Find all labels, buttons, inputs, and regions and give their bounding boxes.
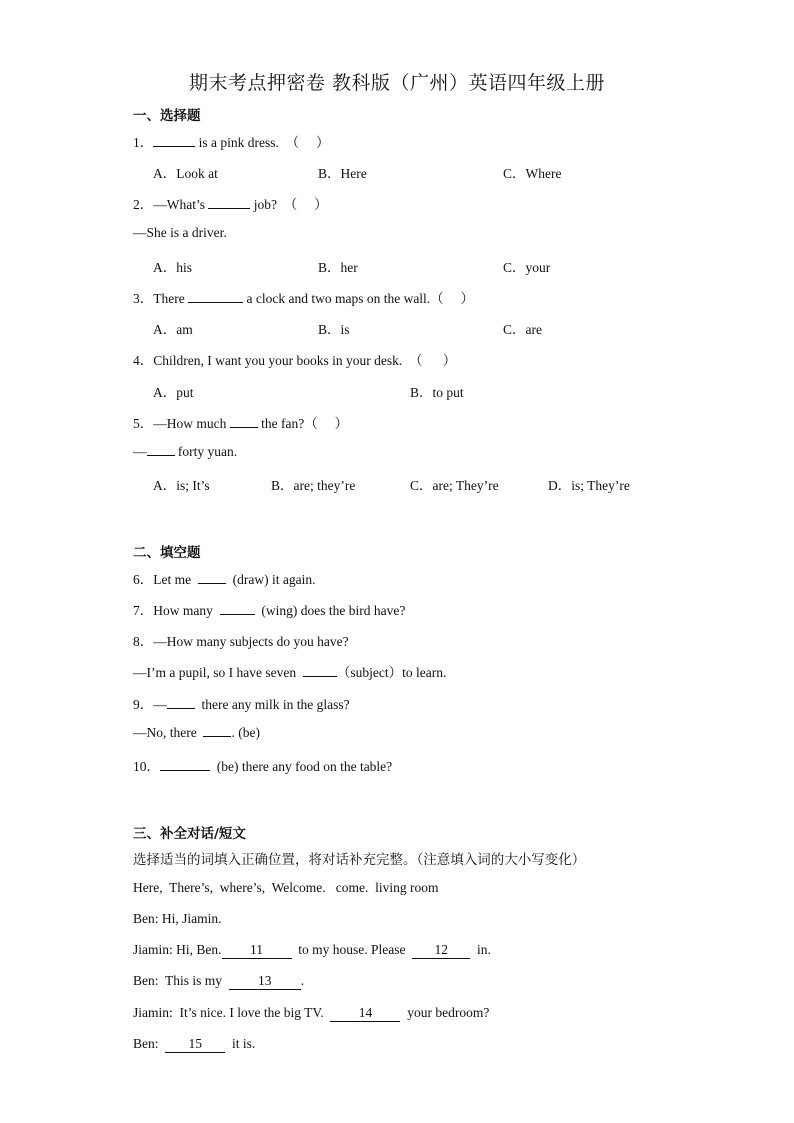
option-b[interactable]: B．her [318, 260, 358, 275]
question-text: How many [153, 603, 220, 618]
question-9 [133, 693, 350, 713]
answer-blank[interactable] [153, 134, 195, 147]
section-heading-choice: 一、选择题 [133, 108, 201, 124]
dialogue-text: It’s nice. I love the big TV. [172, 1005, 331, 1020]
dialogue-text: in. [470, 942, 491, 957]
dialogue-text: to my house. Please [291, 942, 413, 957]
dialogue-line [133, 1036, 255, 1053]
dialogue-line [133, 724, 260, 741]
question-8 [133, 630, 349, 650]
question-number: 10． [133, 759, 160, 774]
dialogue-text [159, 1036, 166, 1051]
question-number: 7． [133, 603, 154, 618]
answer-blank[interactable] [167, 696, 195, 709]
dialogue-text: （subject）to learn. [336, 665, 447, 680]
dash: — [133, 444, 147, 459]
question-text: a clock and two maps on the wall.（ ） [243, 291, 475, 306]
dialogue-text: Hi, Ben. [172, 942, 222, 957]
dialogue-text: . (be) [231, 725, 260, 740]
option-c[interactable]: C．Where [503, 166, 562, 181]
question-4 [133, 349, 456, 369]
question-text: (draw) it again. [225, 572, 316, 587]
question-number: 1． [133, 135, 154, 150]
question-number: 3． [133, 291, 154, 306]
option-c[interactable]: C．your [503, 260, 551, 275]
dialogue-text: Hi, Jiamin. [158, 911, 222, 926]
option-d[interactable]: D．is; They’re [548, 478, 630, 493]
dialogue-line: —She is a driver. [133, 225, 227, 240]
dialogue-text: This is my [158, 973, 229, 988]
question-number: 2． [133, 197, 154, 212]
section-heading-fill: 二、填空题 [133, 545, 201, 561]
dialogue-line [133, 942, 491, 959]
question-text: Let me [153, 572, 198, 587]
speaker-label: Ben: [133, 1036, 159, 1051]
question-1 [133, 131, 330, 151]
dialogue-text: . [300, 973, 305, 988]
page-title: 期末考点押密卷 教科版（广州）英语四年级上册 [188, 72, 606, 94]
question-6 [133, 568, 315, 588]
question-text: there any milk in the glass? [194, 697, 350, 712]
option-b[interactable]: B．Here [318, 166, 367, 181]
answer-blank[interactable] [220, 602, 255, 615]
option-b[interactable]: B．are; they’re [271, 478, 356, 493]
dialogue-text: forty yuan. [174, 444, 238, 459]
option-a[interactable]: A．is; It’s [153, 478, 210, 493]
question-text: (wing) does the bird have? [254, 603, 406, 618]
question-number: 9． [133, 697, 154, 712]
option-a[interactable]: A．put [153, 385, 194, 400]
question-text: Children, I want you your books in your desk. （ ） [153, 353, 457, 368]
speaker-label: Jiamin: [133, 942, 173, 957]
dialogue-line [133, 1005, 489, 1022]
numbered-blank[interactable]: 13 [229, 973, 301, 990]
answer-blank[interactable] [188, 290, 243, 303]
question-text: the fan?（ ） [257, 416, 349, 431]
question-5 [133, 412, 348, 432]
speaker-label: Ben: [133, 973, 159, 988]
answer-blank[interactable] [208, 196, 250, 209]
answer-blank[interactable] [230, 415, 258, 428]
question-3 [133, 287, 474, 307]
dialogue-text: your bedroom? [400, 1005, 490, 1020]
question-text: —What’s [153, 197, 209, 212]
question-7 [133, 599, 405, 619]
speaker-label: Jiamin: [133, 1005, 173, 1020]
question-number: 8． [133, 634, 154, 649]
dialogue-text: —No, there [133, 725, 204, 740]
question-text: —How many subjects do you have? [153, 634, 349, 649]
dialogue-line [133, 443, 237, 460]
answer-blank[interactable] [303, 664, 337, 677]
option-c[interactable]: C．are; They’re [410, 478, 499, 493]
section-heading-dialogue: 三、补全对话/短文 [133, 826, 246, 842]
dialogue-text: —I’m a pupil, so I have seven [133, 665, 303, 680]
instruction-text: 选择适当的词填入正确位置，将对话补充完整。（注意填入词的大小写变化） [133, 852, 586, 868]
option-a[interactable]: A．Look at [153, 166, 218, 181]
question-text: is a pink dress. （ ） [195, 135, 330, 150]
option-a[interactable]: A．his [153, 260, 193, 275]
answer-blank[interactable] [198, 571, 226, 584]
option-c[interactable]: C．are [503, 322, 542, 337]
answer-blank[interactable] [147, 443, 175, 456]
word-bank: Here, There’s, where’s, Welcome. come. living room [133, 880, 439, 895]
answer-blank[interactable] [203, 724, 231, 737]
option-b[interactable]: B．is [318, 322, 350, 337]
speaker-label: Ben: [133, 911, 159, 926]
dialogue-line [133, 661, 446, 681]
answer-blank[interactable] [160, 758, 210, 771]
question-number: 6． [133, 572, 154, 587]
dialogue-line [133, 973, 304, 990]
numbered-blank[interactable]: 12 [412, 942, 470, 959]
numbered-blank[interactable]: 15 [165, 1036, 225, 1053]
numbered-blank[interactable]: 14 [330, 1005, 400, 1022]
dialogue-text: it is. [225, 1036, 256, 1051]
numbered-blank[interactable]: 11 [222, 942, 292, 959]
question-text: —How much [153, 416, 230, 431]
question-number: 4． [133, 353, 154, 368]
question-number: 5． [133, 416, 154, 431]
question-text: — [153, 697, 167, 712]
question-text: There [153, 291, 189, 306]
dialogue-line [133, 911, 222, 927]
question-2 [133, 193, 328, 213]
option-a[interactable]: A．am [153, 322, 193, 337]
question-text: (be) there any food on the table? [210, 759, 393, 774]
option-b[interactable]: B．to put [410, 385, 464, 400]
question-10 [133, 755, 392, 775]
question-text: job? （ ） [250, 197, 328, 212]
